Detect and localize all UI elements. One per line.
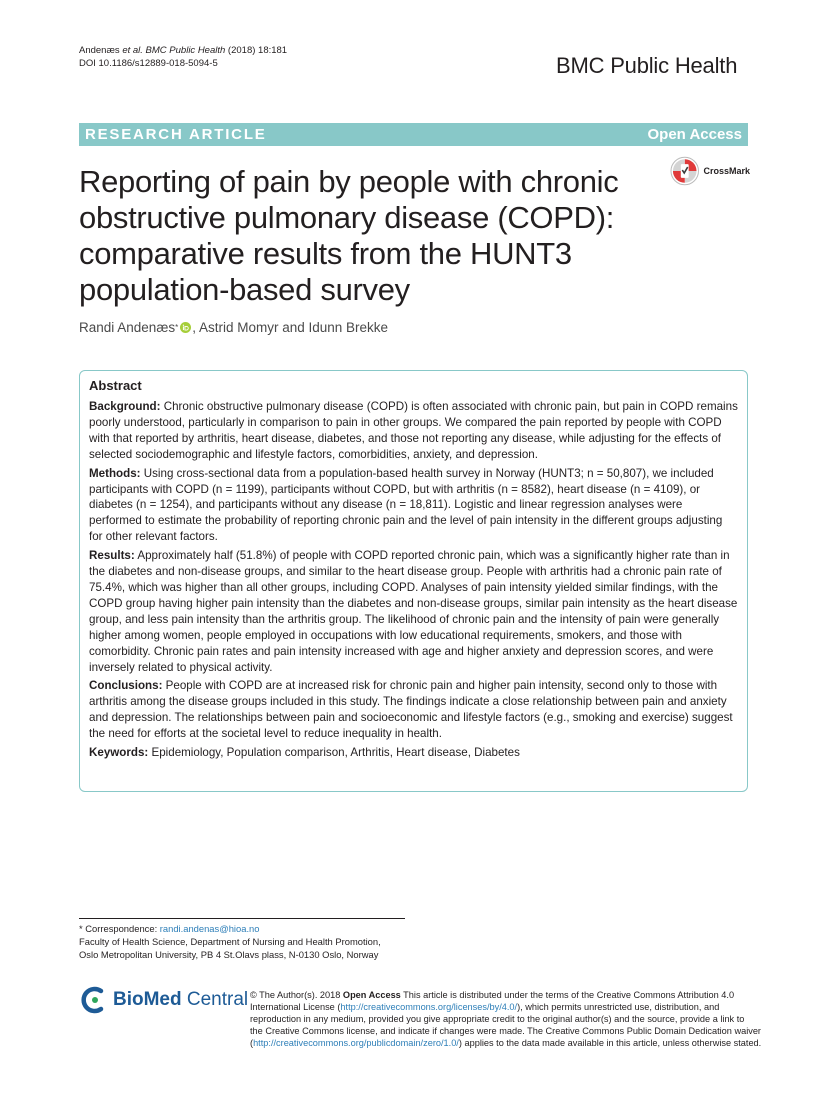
license-line: reproduction in any medium, provided you give appropriate credit to the original author(s) and the source, provide a link to <box>250 1013 745 1024</box>
author-others: , Astrid Momyr and Idunn Brekke <box>192 320 389 335</box>
license-line <box>250 990 750 1002</box>
biomed-central-icon <box>79 985 109 1015</box>
title-line: comparative results from the HUNT3 <box>79 236 572 271</box>
publisher-name-rest: Central <box>181 989 249 1010</box>
abstract-heading: Abstract <box>89 378 142 393</box>
section-text: Using cross-sectional data from a population-based health survey in Norway (HUNT3; n = 50,807), we included participants with COPD (n = 1199), participants without COPD, but with arthritis (n = 8582), heart disease (n = 4109), or diabetes (n = 1254), and participants without any disease (n = 18,811). Logistic and linear regression analyses were performed to estimate the probability of reporting chronic pain and the level of pain intensity in the different groups adjusting for other relevant factors. <box>89 466 723 544</box>
author-list <box>79 320 388 335</box>
article-title <box>79 164 659 308</box>
license-line: the Creative Commons license, and indicate if changes were made. The Creative Commons Public Domain Dedication waiver <box>250 1025 761 1036</box>
license-line <box>250 1037 762 1050</box>
abstract-results <box>89 548 738 675</box>
license-text: International License ( <box>250 1001 341 1012</box>
section-text: People with COPD are at increased risk for chronic pain and higher pain intensity, second only to those with arthritis among the disease groups included in this study. The findings indicate a close relationship between pain and anxiety and depression. The relationships between pain and socioeconomic and lifestyle factors (e.g., smoking and exercise) suggest the need for efforts at the societal level to reduce inequality in health. <box>89 679 733 741</box>
title-line: population-based survey <box>79 272 410 307</box>
doi[interactable]: DOI 10.1186/s12889-018-5094-5 <box>79 58 218 69</box>
crossmark-icon <box>670 156 699 186</box>
abstract-keywords <box>89 745 738 761</box>
title-line: Reporting of pain by people with chronic <box>79 164 619 199</box>
section-text: Chronic obstructive pulmonary disease (COPD) is often associated with chronic pain, but pain in COPD remains poorly understood, particularly in comparison to pain in other groups. We compared the pain reported by people with COPD with that reported by arthritis, heart disease, diabetes, and those not reporting any disease, while adjusting for the effects of selected sociodemographic and lifestyle factors, comorbidities, anxiety, and depression. <box>89 400 738 461</box>
correspondence <box>79 922 381 961</box>
section-label: Keywords: <box>89 746 149 760</box>
abstract-conclusions <box>89 678 738 742</box>
citation-header <box>79 44 287 70</box>
publisher-name-bold: BioMed <box>113 989 182 1010</box>
abstract-background <box>89 399 738 463</box>
section-label: Methods: <box>89 466 141 480</box>
affiliation-line: Oslo Metropolitan University, PB 4 St.Olavs plass, N-0130 Oslo, Norway <box>79 949 379 960</box>
license-text: This article is distributed under the terms of the Creative Commons Attribution 4.0 <box>400 990 735 1000</box>
author-first[interactable]: Randi Andenæs <box>79 320 176 335</box>
article-type-banner <box>79 123 748 146</box>
cc-zero-license-link[interactable]: http://creativecommons.org/publicdomain/zero/1.0/ <box>253 1037 459 1048</box>
article-type-label: RESEARCH ARTICLE <box>85 126 267 143</box>
open-access-label: Open Access <box>647 126 742 143</box>
correspondence-email-link[interactable]: randi.andenas@hioa.no <box>159 923 260 934</box>
crossmark-label: CrossMark <box>703 166 750 176</box>
section-label: Background: <box>89 400 161 413</box>
open-access-text: Open Access <box>342 990 401 1000</box>
license-line <box>250 1002 750 1014</box>
license-text: ) applies to the data made available in this article, unless otherwise stated. <box>458 1037 762 1048</box>
crossmark-button[interactable] <box>670 155 750 187</box>
biomed-central-logo <box>79 984 248 1016</box>
citation-volume: (2018) 18:181 <box>225 45 288 56</box>
section-text: Approximately half (51.8%) of people with COPD reported chronic pain, which was a significantly higher rate than in the diabetes and non-disease groups, and similar to the heart disease group. People with arthritis had a chronic pain rate of 75.4%, which was higher than all other groups, including COPD. Analyses of pain intensity yielded similar findings, with the COPD group having higher pain intensity than the diabetes and non-disease groups, similar pain intensity as the heart disease group, and less pain intensity than the arthritis group. The likelihood of chronic pain and the intensity of pain were generally higher among women, people employed in occupations with low educational requirements, smokers, and those with comorbidity. Chronic pain rates and pain intensity increased with age and higher anxiety and depression scores, and were inversely related to physical activity. <box>89 549 738 674</box>
correspondence-prefix: * Correspondence: <box>79 923 160 934</box>
cc-by-license-link[interactable]: http://creativecommons.org/licenses/by/4.0/ <box>340 1001 518 1012</box>
citation-line <box>79 44 287 57</box>
abstract-box <box>79 370 748 792</box>
citation-authors: Andenæs <box>79 45 123 56</box>
section-label: Conclusions: <box>89 679 163 693</box>
copyright-text: © The Author(s). 2018 <box>250 990 343 1000</box>
citation-etal: et al. <box>122 45 143 56</box>
corresponding-mark: * <box>175 323 179 332</box>
affiliation-line: Faculty of Health Science, Department of Nursing and Health Promotion, <box>79 936 381 947</box>
correspondence-line <box>79 922 381 935</box>
section-text: Epidemiology, Population comparison, Arthritis, Heart disease, Diabetes <box>148 746 520 760</box>
footnote-divider <box>79 918 405 919</box>
license-text: ), which permits unrestricted use, distribution, and <box>517 1001 720 1012</box>
abstract-methods <box>89 466 738 546</box>
citation-journal: BMC Public Health <box>142 45 226 56</box>
orcid-icon[interactable] <box>180 322 191 333</box>
publisher-name <box>113 989 248 1011</box>
section-label: Results: <box>89 549 135 563</box>
journal-name: BMC Public Health <box>556 53 738 78</box>
license-statement <box>250 990 762 1050</box>
license-text: ( <box>250 1037 254 1048</box>
title-line: obstructive pulmonary disease (COPD): <box>79 200 615 235</box>
